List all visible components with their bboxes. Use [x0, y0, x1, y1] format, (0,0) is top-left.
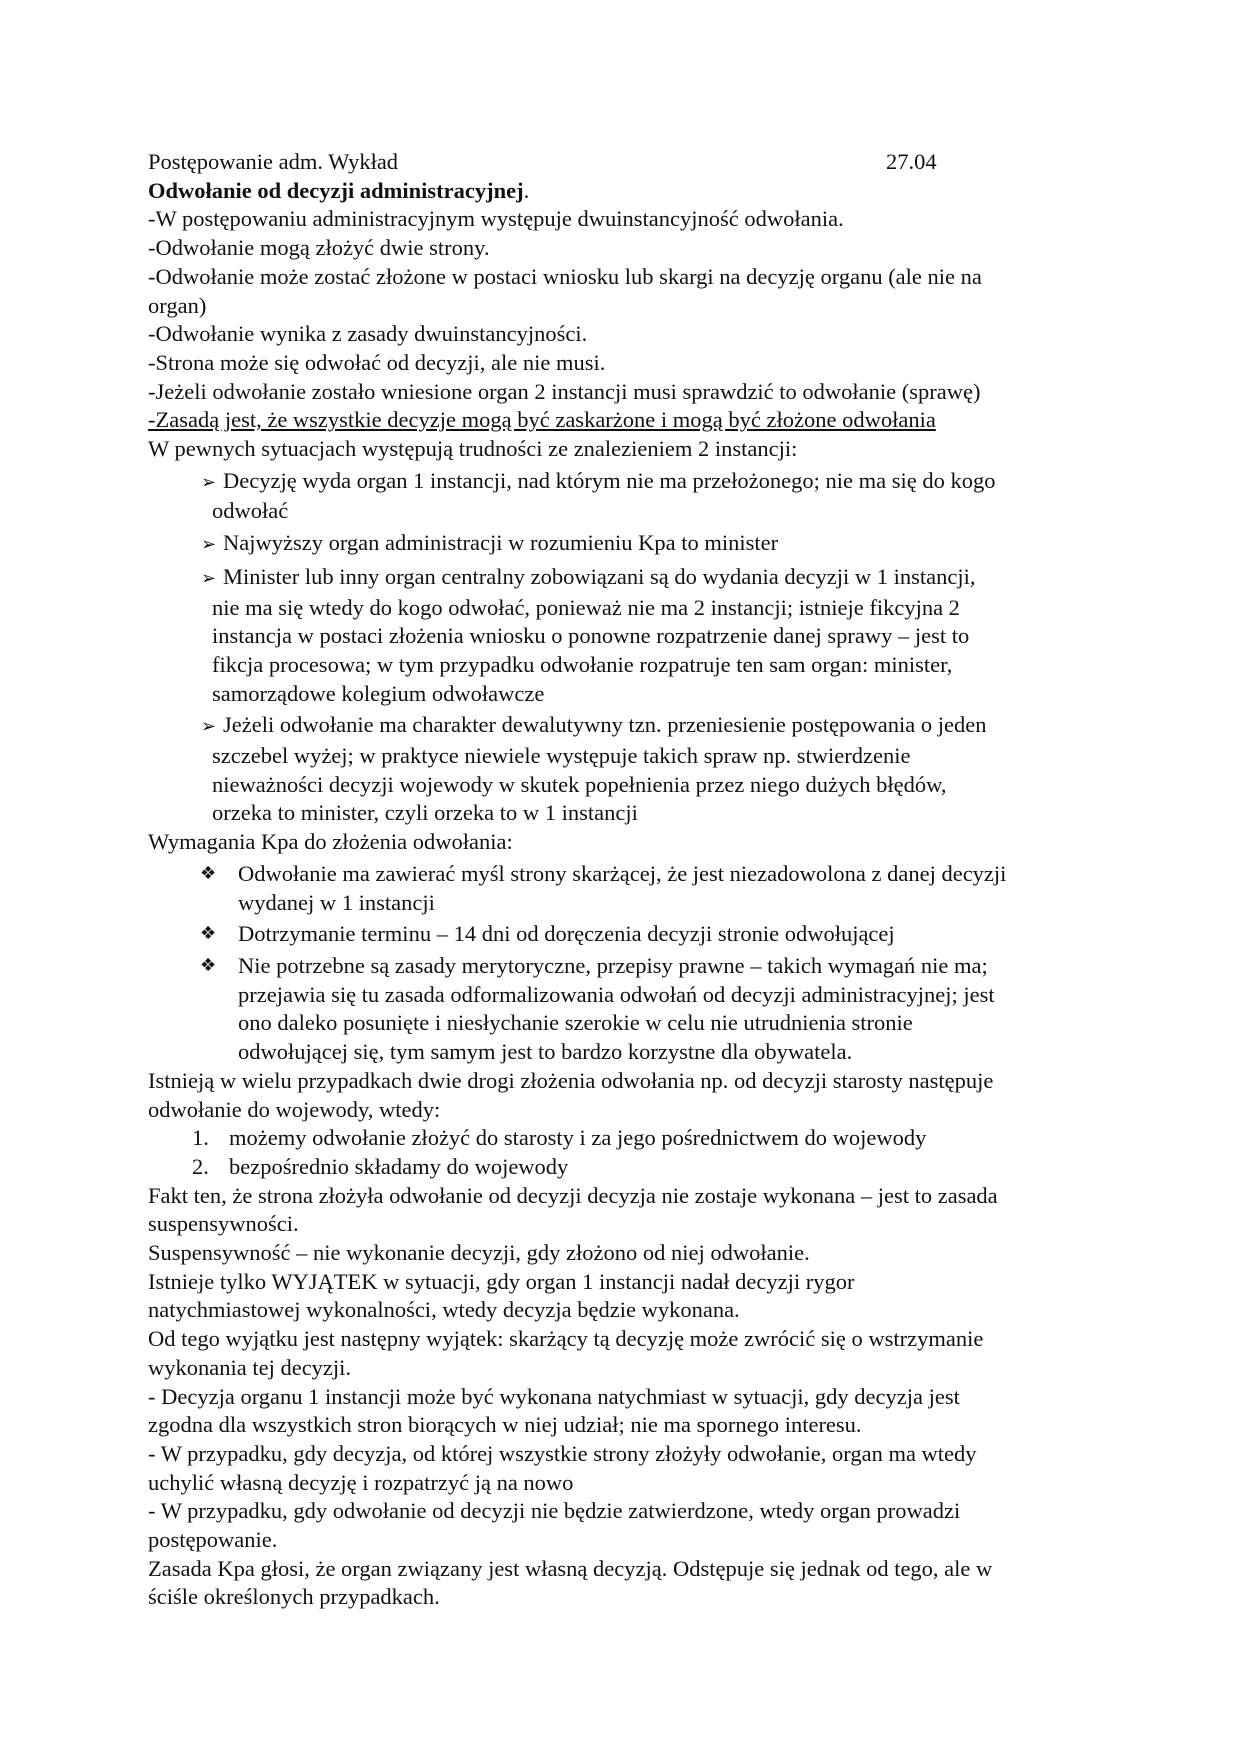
requirements-title: Wymagania Kpa do złożenia odwołania: — [148, 829, 513, 855]
paragraph-line: ściśle określonych przypadkach. — [148, 1584, 440, 1610]
list-item-text: wydanej w 1 instancji — [238, 889, 435, 915]
paragraph-line: odwołanie do wojewody, wtedy: — [148, 1096, 441, 1122]
list-item-text: Najwyższy organ administracji w rozumieniu Kpa to minister — [223, 530, 779, 556]
paragraph-line: Suspensywność – nie wykonanie decyzji, gdy złożono od niej odwołanie. — [148, 1240, 810, 1266]
list-item-text: orzeka to minister, czyli orzeka to w 1 instancji — [212, 800, 638, 826]
arrow-bullet-icon: ➢ — [201, 567, 217, 589]
arrow-bullet-icon: ➢ — [201, 534, 217, 556]
arrow-bullet-icon: ➢ — [201, 471, 217, 493]
paragraph-line: - Decyzja organu 1 instancji może być wykonana natychmiast w sytuacji, gdy decyzja jest — [148, 1383, 960, 1409]
list-item-text: Jeżeli odwołanie ma charakter dewalutywny tzn. przeniesienie postępowania o jeden — [223, 712, 987, 738]
list-item-text: fikcja procesowa; w tym przypadku odwołanie rozpatruje ten sam organ: minister, — [212, 651, 953, 677]
diamond-bullet-icon: ❖ — [200, 923, 217, 945]
paragraph-line: suspensywności. — [148, 1211, 299, 1237]
document-date: 27.04 — [886, 149, 937, 174]
list-item-text: Odwołanie ma zawierać myśl strony skarżącej, że jest niezadowolona z danej decyzji — [238, 860, 1007, 886]
paragraph-line: -Jeżeli odwołanie zostało wniesione organ 2 instancji musi sprawdzić to odwołanie (sprawę) — [148, 378, 981, 404]
list-item-text: ono daleko posunięte i niesłychanie szerokie w celu nie utrudnienia stronie — [238, 1010, 913, 1036]
paragraph-line: -W postępowaniu administracyjnym występuje dwuinstancyjność odwołania. — [148, 206, 844, 232]
numbered-list-item — [148, 1124, 1108, 1153]
list-number: 2. — [192, 1153, 209, 1179]
list-item-text: Decyzję wyda organ 1 instancji, nad którym nie ma przełożonego; nie ma się do kogo — [223, 467, 996, 493]
list-item-text: odwołać — [212, 498, 289, 524]
diamond-bullet-icon: ❖ — [200, 862, 217, 884]
list-item-text: samorządowe kolegium odwoławcze — [212, 680, 545, 706]
paragraph-line: Od tego wyjątku jest następny wyjątek: skarżący tą decyzję może zwrócić się o wstrzymanie — [148, 1326, 984, 1352]
list-number: 1. — [192, 1125, 209, 1151]
list-item-text: Dotrzymanie terminu – 14 dni od doręczenia decyzji stronie odwołującej — [238, 921, 895, 947]
paragraph-line: -Odwołanie może zostać złożone w postaci wniosku lub skargi na decyzję organu (ale nie na — [148, 263, 982, 289]
list-item-text: możemy odwołanie złożyć do starosty i za jego pośrednictwem do wojewody — [229, 1125, 927, 1151]
paragraph-line: postępowanie. — [148, 1527, 278, 1553]
paragraph-line: Istnieją w wielu przypadkach dwie drogi złożenia odwołania np. od decyzji starosty następuje — [148, 1067, 994, 1093]
heading-suffix: . — [523, 177, 530, 203]
arrow-list-item — [148, 563, 1108, 709]
list-item-text: szczebel wyżej; w praktyce niewiele występuje takich spraw np. stwierdzenie — [212, 743, 911, 769]
situations-intro: W pewnych sytuacjach występują trudności ze znalezieniem 2 instancji: — [148, 436, 798, 462]
list-item-text: nieważności decyzji wojewody w skutek popełnienia przez niego dużych błędów, — [212, 771, 947, 797]
section-heading — [148, 177, 1108, 206]
paragraph-line: - W przypadku, gdy odwołanie od decyzji nie będzie zatwierdzone, wtedy organ prowadzi — [148, 1498, 961, 1524]
list-item-text: przejawia się tu zasada odformalizowania odwołań od decyzji administracyjnej; jest — [238, 981, 995, 1007]
diamond-bullet-icon: ❖ — [200, 954, 217, 976]
paragraph-line: - W przypadku, gdy decyzja, od której wszystkie strony złożyły odwołanie, organ ma wtedy — [148, 1440, 977, 1466]
paragraph-line: -Odwołanie mogą złożyć dwie strony. — [148, 235, 490, 261]
list-item-text: Minister lub inny organ centralny zobowiązani są do wydania decyzji w 1 instancji, — [223, 563, 976, 589]
document-page — [148, 148, 1108, 1612]
paragraph-line: natychmiastowej wykonalności, wtedy decyzja będzie wykonana. — [148, 1297, 740, 1323]
list-item-text: odwołującej się, tym samym jest to bardzo korzystne dla obywatela. — [238, 1039, 853, 1065]
diamond-list-item — [148, 952, 1108, 1067]
arrow-list-item — [148, 711, 1108, 828]
list-item-text: nie ma się wtedy do kogo odwołać, ponieważ nie ma 2 instancji; istnieje fikcyjna 2 — [212, 594, 960, 620]
arrow-list-item — [148, 467, 1108, 526]
list-item-text: bezpośrednio składamy do wojewody — [229, 1153, 569, 1179]
paragraph-line: Fakt ten, że strona złożyła odwołanie od decyzji decyzja nie zostaje wykonana – jest to zasada — [148, 1182, 998, 1208]
paragraph-line: organ) — [148, 292, 207, 318]
list-item-text: instancja w postaci złożenia wniosku o ponowne rozpatrzenie danej sprawy – jest to — [212, 623, 970, 649]
underlined-text: Zasadą jest, że wszystkie decyzje mogą być zaskarżone i mogą być złożone odwołania — [155, 407, 936, 433]
arrow-list-item — [148, 529, 1108, 560]
paragraph-line: zgodna dla wszystkich stron biorących w niej udział; nie ma spornego interesu. — [148, 1412, 862, 1438]
arrow-bullet-icon: ➢ — [201, 716, 217, 738]
underlined-line — [148, 406, 1108, 435]
paragraph-line: Istnieje tylko WYJĄTEK w sytuacji, gdy organ 1 instancji nadał decyzji rygor — [148, 1268, 855, 1294]
paragraph-line: Zasada Kpa głosi, że organ związany jest własną decyzją. Odstępuje się jednak od tego, ale w — [148, 1555, 993, 1581]
document-title: Postępowanie adm. Wykład — [148, 149, 399, 174]
diamond-list-item — [148, 920, 1108, 949]
paragraph-line: uchylić własną decyzję i rozpatrzyć ją na nowo — [148, 1469, 574, 1495]
paragraph-line: wykonania tej decyzji. — [148, 1354, 352, 1380]
heading-text: Odwołanie od decyzji administracyjnej — [148, 177, 524, 203]
diamond-list-item — [148, 860, 1108, 917]
document-header — [148, 148, 1108, 177]
paragraph-line: -Strona może się odwołać od decyzji, ale nie musi. — [148, 349, 606, 375]
numbered-list-item — [148, 1153, 1108, 1182]
paragraph-line: -Odwołanie wynika z zasady dwuinstancyjności. — [148, 321, 588, 347]
list-item-text: Nie potrzebne są zasady merytoryczne, przepisy prawne – takich wymagań nie ma; — [238, 952, 988, 978]
underlined-prefix: - — [148, 407, 156, 433]
